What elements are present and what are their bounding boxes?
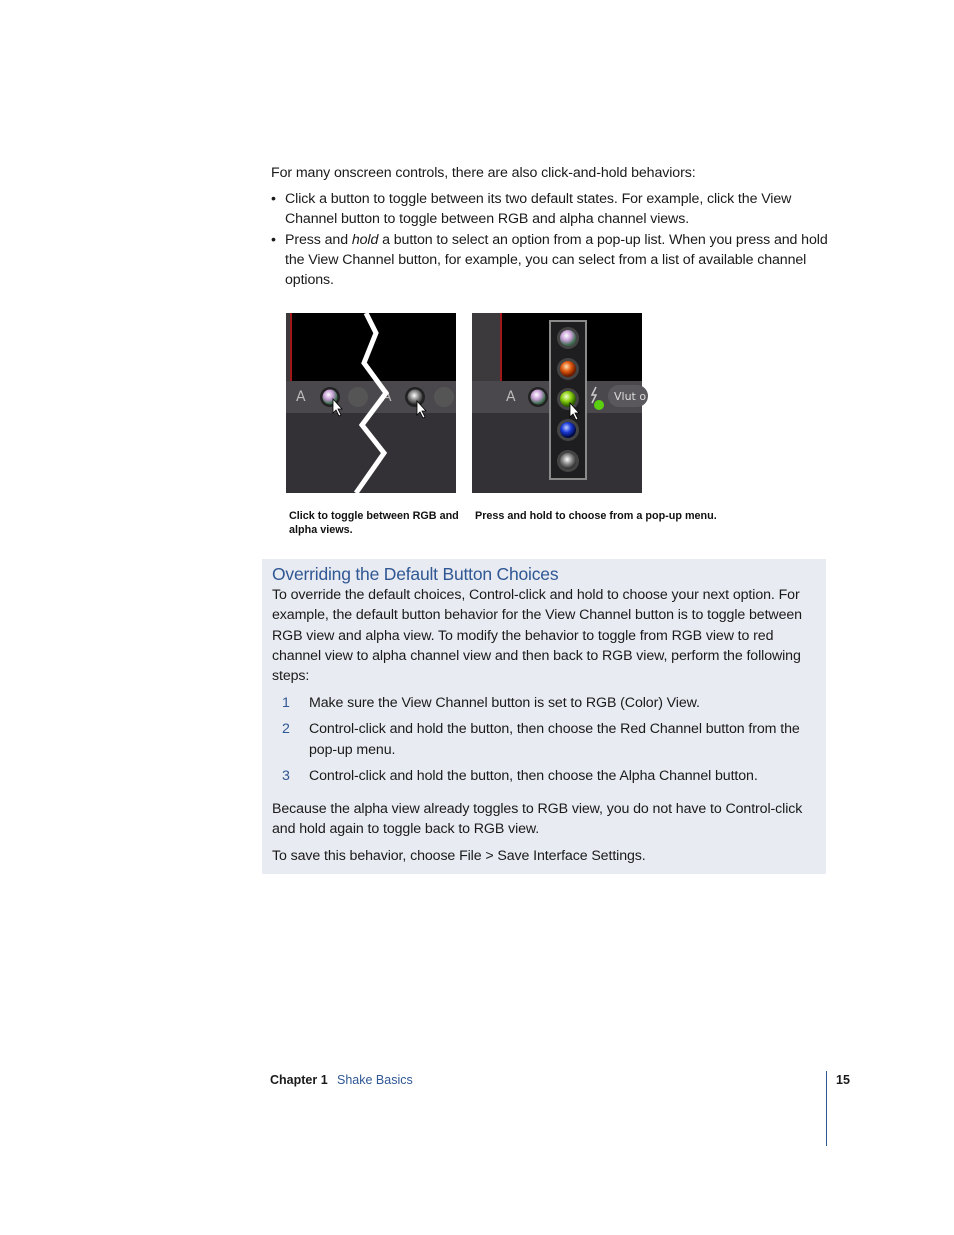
- steps-list: [272, 693, 817, 792]
- svg-text:A: A: [296, 389, 306, 405]
- green-channel-icon: [560, 391, 576, 407]
- bullet-text: Press and: [285, 231, 352, 248]
- channel-popup-menu: [550, 321, 586, 479]
- svg-text:A: A: [382, 389, 392, 405]
- step-item: [272, 719, 817, 760]
- blue-channel-icon: [560, 422, 576, 438]
- bullet-text: Click a button to toggle between its two default states. For example, click the View Channel button to toggle between RGB and alpha channel views.: [285, 191, 792, 228]
- note-paragraph: To save this behavior, choose File > Save Interface Settings.: [272, 848, 646, 864]
- step-item: [272, 766, 817, 786]
- footer-chapter-name: Shake Basics: [337, 1073, 413, 1087]
- note-intro-paragraph: To override the default choices, Control-click and hold to choose your next option. For example, the default button behavior for the View Channel button is to toggle between RGB view and alpha view. To modify the behavior to toggle from RGB view to red channel view to alpha channel view and then back to RGB view, perform the following steps:: [272, 587, 802, 685]
- step-text: Control-click and hold the button, then choose the Red Channel button from the pop-up menu.: [309, 721, 800, 758]
- bullet-text: a button to select an option from a pop-up list. When you press and hold the View Channel button, for example, you can select from a list of available channel options.: [285, 231, 828, 289]
- intro-paragraph: For many onscreen controls, there are also click-and-hold behaviors:: [271, 165, 696, 181]
- bullet-dot: •: [271, 231, 276, 248]
- step-text: Control-click and hold the button, then choose the Alpha Channel button.: [309, 767, 758, 784]
- bullet-item: [271, 230, 831, 291]
- step-text: Make sure the View Channel button is set to RGB (Color) View.: [309, 695, 700, 711]
- red-channel-icon: [560, 361, 576, 377]
- step-number: 1: [282, 695, 290, 711]
- page-number: 15: [836, 1073, 850, 1087]
- a-button-icon: [296, 389, 306, 405]
- note-title: Overriding the Default Button Choices: [272, 564, 559, 584]
- toggle-screenshot-art: [286, 313, 456, 493]
- popup-screenshot: [472, 313, 647, 493]
- svg-text:A: A: [506, 389, 516, 405]
- alpha-channel-icon: [560, 453, 576, 469]
- step-number: 2: [282, 721, 290, 738]
- rgb-channel-icon: [531, 390, 546, 405]
- a-button-icon: [506, 389, 516, 405]
- note-paragraph: Because the alpha view already toggles to RGB view, you do not have to Control-click and hold again to toggle back to RGB view.: [272, 801, 803, 838]
- figure-caption-left: Click to toggle between RGB and alpha views.: [289, 510, 459, 536]
- step-number: 3: [282, 767, 290, 784]
- toggle-screenshot: [286, 313, 456, 493]
- bullet-dot: •: [271, 191, 276, 207]
- step-item: [272, 693, 817, 713]
- bullet-item: [271, 189, 831, 230]
- popup-screenshot-art: [472, 313, 647, 493]
- alpha-channel-icon: [408, 390, 423, 405]
- status-light-icon: [594, 400, 604, 410]
- vlut-label: Vlut o: [614, 390, 647, 403]
- bullet-list: [271, 189, 831, 290]
- footer-rule: [826, 1071, 827, 1146]
- footer-chapter: Chapter 1: [270, 1073, 328, 1087]
- figure-caption-right: Press and hold to choose from a pop-up menu.: [475, 510, 717, 522]
- bullet-emphasis: hold: [351, 231, 379, 248]
- rgb-channel-icon: [560, 330, 576, 346]
